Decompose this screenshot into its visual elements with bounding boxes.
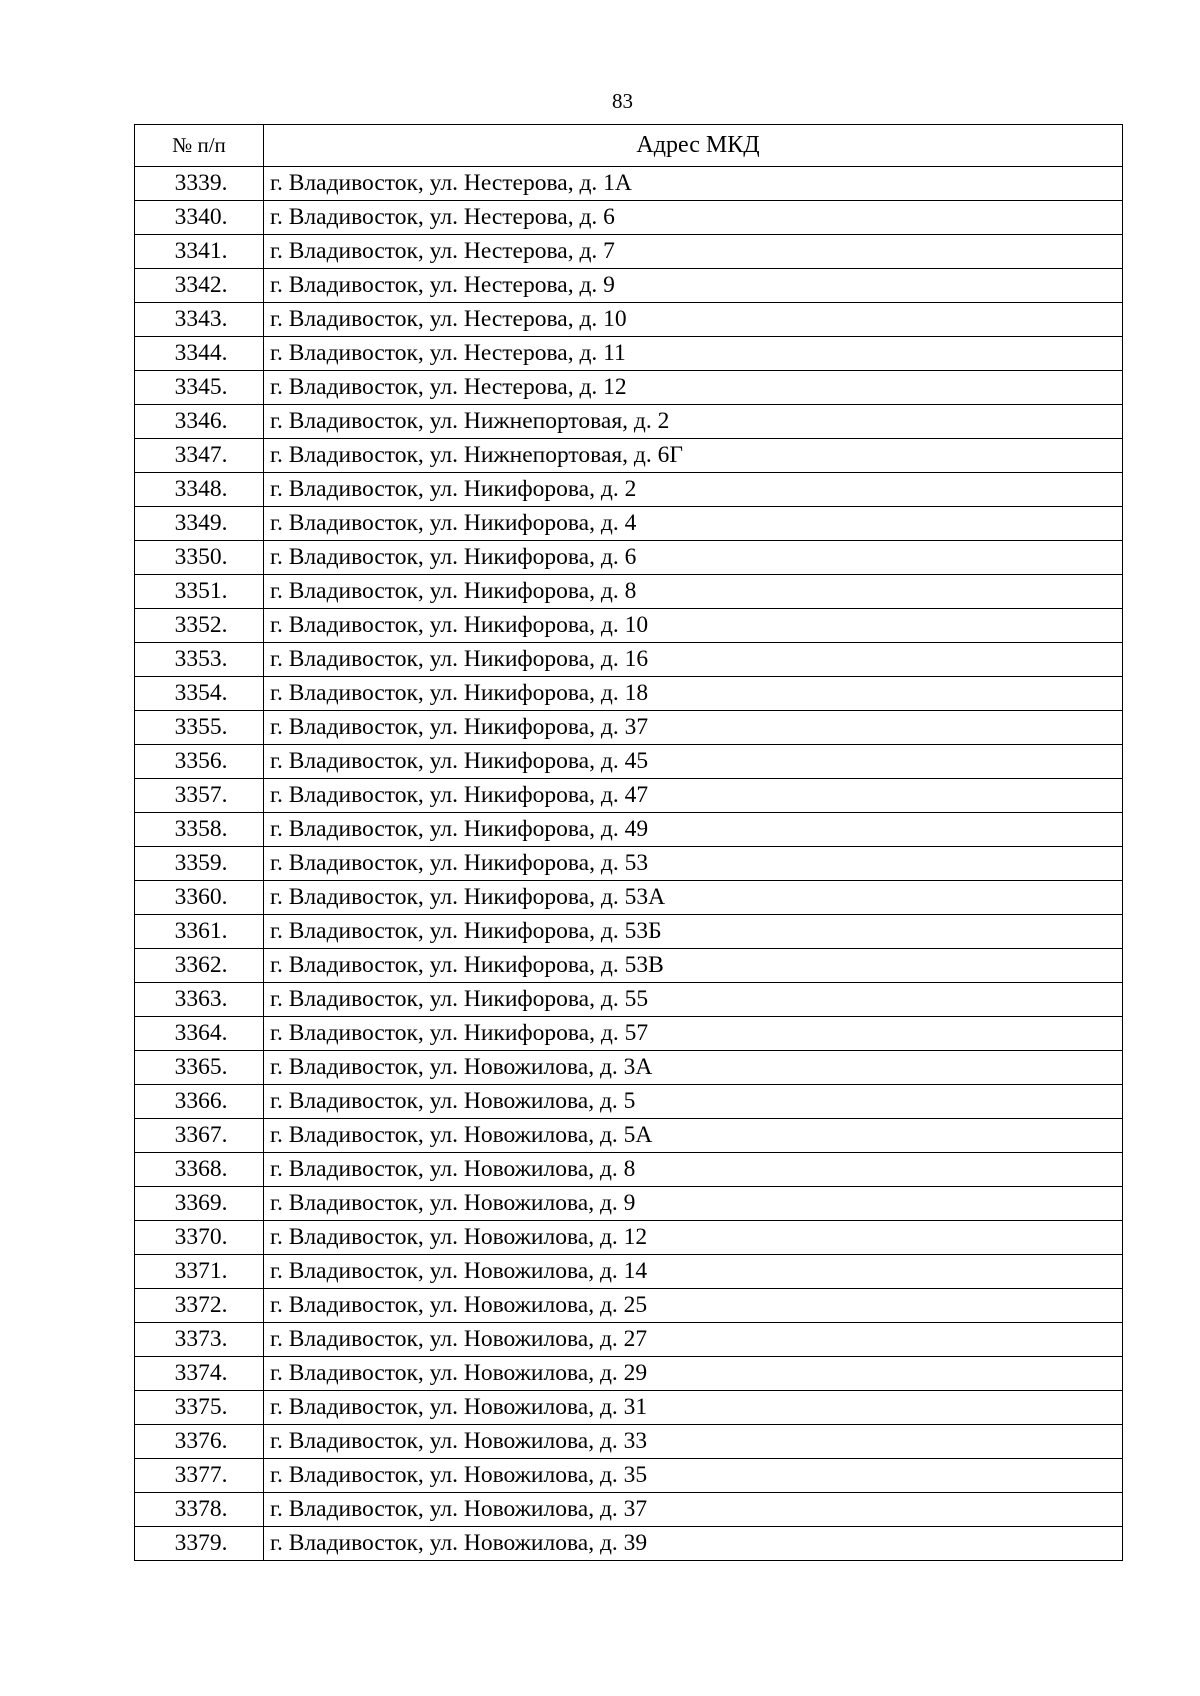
row-address: г. Владивосток, ул. Нестерова, д. 6 <box>264 201 1123 235</box>
row-number: 3375. <box>135 1391 264 1425</box>
table-row <box>135 1391 1123 1425</box>
row-address: г. Владивосток, ул. Новожилова, д. 29 <box>264 1357 1123 1391</box>
row-address: г. Владивосток, ул. Нестерова, д. 9 <box>264 269 1123 303</box>
row-address: г. Владивосток, ул. Никифорова, д. 45 <box>264 745 1123 779</box>
table-row <box>135 1255 1123 1289</box>
row-number: 3339. <box>135 167 264 201</box>
row-number: 3348. <box>135 473 264 507</box>
table-row <box>135 643 1123 677</box>
address-table <box>134 124 1123 1561</box>
row-address: г. Владивосток, ул. Новожилова, д. 33 <box>264 1425 1123 1459</box>
row-number: 3351. <box>135 575 264 609</box>
row-number: 3340. <box>135 201 264 235</box>
row-number: 3366. <box>135 1085 264 1119</box>
row-number: 3379. <box>135 1527 264 1561</box>
row-number: 3352. <box>135 609 264 643</box>
row-number: 3369. <box>135 1187 264 1221</box>
row-number: 3376. <box>135 1425 264 1459</box>
row-address: г. Владивосток, ул. Никифорова, д. 53 <box>264 847 1123 881</box>
table-row <box>135 609 1123 643</box>
table-header-row <box>135 125 1123 167</box>
row-number: 3341. <box>135 235 264 269</box>
row-address: г. Владивосток, ул. Никифорова, д. 18 <box>264 677 1123 711</box>
row-address: г. Владивосток, ул. Никифорова, д. 4 <box>264 507 1123 541</box>
table-row <box>135 473 1123 507</box>
row-address: г. Владивосток, ул. Нестерова, д. 10 <box>264 303 1123 337</box>
row-address: г. Владивосток, ул. Никифорова, д. 53Б <box>264 915 1123 949</box>
table-row <box>135 1085 1123 1119</box>
row-address: г. Владивосток, ул. Новожилова, д. 27 <box>264 1323 1123 1357</box>
table-row <box>135 167 1123 201</box>
row-number: 3353. <box>135 643 264 677</box>
table-row <box>135 1153 1123 1187</box>
table-row <box>135 983 1123 1017</box>
row-address: г. Владивосток, ул. Никифорова, д. 2 <box>264 473 1123 507</box>
row-number: 3344. <box>135 337 264 371</box>
row-number: 3345. <box>135 371 264 405</box>
row-number: 3367. <box>135 1119 264 1153</box>
row-address: г. Владивосток, ул. Никифорова, д. 55 <box>264 983 1123 1017</box>
table-row <box>135 677 1123 711</box>
table-row <box>135 779 1123 813</box>
row-address: г. Владивосток, ул. Нестерова, д. 11 <box>264 337 1123 371</box>
table-row <box>135 1527 1123 1561</box>
row-address: г. Владивосток, ул. Нижнепортовая, д. 2 <box>264 405 1123 439</box>
row-address: г. Владивосток, ул. Никифорова, д. 37 <box>264 711 1123 745</box>
row-address: г. Владивосток, ул. Никифорова, д. 10 <box>264 609 1123 643</box>
table-body <box>135 167 1123 1561</box>
table-row <box>135 1493 1123 1527</box>
row-number: 3364. <box>135 1017 264 1051</box>
table-row <box>135 575 1123 609</box>
table-row <box>135 235 1123 269</box>
row-number: 3359. <box>135 847 264 881</box>
row-number: 3346. <box>135 405 264 439</box>
table-row <box>135 337 1123 371</box>
row-number: 3373. <box>135 1323 264 1357</box>
row-address: г. Владивосток, ул. Никифорова, д. 16 <box>264 643 1123 677</box>
table-row <box>135 1187 1123 1221</box>
row-address: г. Владивосток, ул. Новожилова, д. 14 <box>264 1255 1123 1289</box>
row-address: г. Владивосток, ул. Новожилова, д. 12 <box>264 1221 1123 1255</box>
table-row <box>135 1357 1123 1391</box>
table-row <box>135 745 1123 779</box>
table-row <box>135 303 1123 337</box>
row-number: 3368. <box>135 1153 264 1187</box>
row-number: 3350. <box>135 541 264 575</box>
row-address: г. Владивосток, ул. Никифорова, д. 57 <box>264 1017 1123 1051</box>
table-row <box>135 1323 1123 1357</box>
table-row <box>135 507 1123 541</box>
table-row <box>135 371 1123 405</box>
table-row <box>135 1017 1123 1051</box>
row-address: г. Владивосток, ул. Новожилова, д. 35 <box>264 1459 1123 1493</box>
row-address: г. Владивосток, ул. Новожилова, д. 31 <box>264 1391 1123 1425</box>
row-number: 3365. <box>135 1051 264 1085</box>
row-number: 3356. <box>135 745 264 779</box>
table-row <box>135 1119 1123 1153</box>
row-address: г. Владивосток, ул. Нестерова, д. 12 <box>264 371 1123 405</box>
row-number: 3371. <box>135 1255 264 1289</box>
row-number: 3349. <box>135 507 264 541</box>
table-row <box>135 915 1123 949</box>
row-address: г. Владивосток, ул. Никифорова, д. 53А <box>264 881 1123 915</box>
table-row <box>135 439 1123 473</box>
table-row <box>135 541 1123 575</box>
row-address: г. Владивосток, ул. Новожилова, д. 9 <box>264 1187 1123 1221</box>
row-address: г. Владивосток, ул. Никифорова, д. 53В <box>264 949 1123 983</box>
row-address: г. Владивосток, ул. Новожилова, д. 37 <box>264 1493 1123 1527</box>
row-number: 3354. <box>135 677 264 711</box>
row-address: г. Владивосток, ул. Новожилова, д. 5А <box>264 1119 1123 1153</box>
table-row <box>135 1289 1123 1323</box>
table-row <box>135 405 1123 439</box>
row-number: 3363. <box>135 983 264 1017</box>
row-address: г. Владивосток, ул. Новожилова, д. 3А <box>264 1051 1123 1085</box>
table-row <box>135 1051 1123 1085</box>
table-row <box>135 949 1123 983</box>
table-row <box>135 269 1123 303</box>
row-number: 3360. <box>135 881 264 915</box>
row-address: г. Владивосток, ул. Новожилова, д. 8 <box>264 1153 1123 1187</box>
row-address: г. Владивосток, ул. Нестерова, д. 1А <box>264 167 1123 201</box>
row-number: 3342. <box>135 269 264 303</box>
table-row <box>135 881 1123 915</box>
column-header-number: № п/п <box>135 125 264 167</box>
row-number: 3355. <box>135 711 264 745</box>
column-header-address: Адрес МКД <box>264 125 1123 167</box>
row-number: 3378. <box>135 1493 264 1527</box>
row-number: 3357. <box>135 779 264 813</box>
table-row <box>135 1221 1123 1255</box>
table-row <box>135 711 1123 745</box>
row-number: 3343. <box>135 303 264 337</box>
row-address: г. Владивосток, ул. Новожилова, д. 25 <box>264 1289 1123 1323</box>
row-address: г. Владивосток, ул. Никифорова, д. 6 <box>264 541 1123 575</box>
row-address: г. Владивосток, ул. Никифорова, д. 49 <box>264 813 1123 847</box>
row-number: 3372. <box>135 1289 264 1323</box>
row-address: г. Владивосток, ул. Нижнепортовая, д. 6Г <box>264 439 1123 473</box>
table-row <box>135 1425 1123 1459</box>
row-number: 3362. <box>135 949 264 983</box>
row-number: 3358. <box>135 813 264 847</box>
table-row <box>135 847 1123 881</box>
table-row <box>135 813 1123 847</box>
row-address: г. Владивосток, ул. Никифорова, д. 8 <box>264 575 1123 609</box>
row-number: 3347. <box>135 439 264 473</box>
row-number: 3370. <box>135 1221 264 1255</box>
row-address: г. Владивосток, ул. Новожилова, д. 5 <box>264 1085 1123 1119</box>
row-address: г. Владивосток, ул. Никифорова, д. 47 <box>264 779 1123 813</box>
row-number: 3377. <box>135 1459 264 1493</box>
row-number: 3374. <box>135 1357 264 1391</box>
table-row <box>135 1459 1123 1493</box>
row-address: г. Владивосток, ул. Новожилова, д. 39 <box>264 1527 1123 1561</box>
page-number: 83 <box>612 89 633 113</box>
row-address: г. Владивосток, ул. Нестерова, д. 7 <box>264 235 1123 269</box>
row-number: 3361. <box>135 915 264 949</box>
table-row <box>135 201 1123 235</box>
